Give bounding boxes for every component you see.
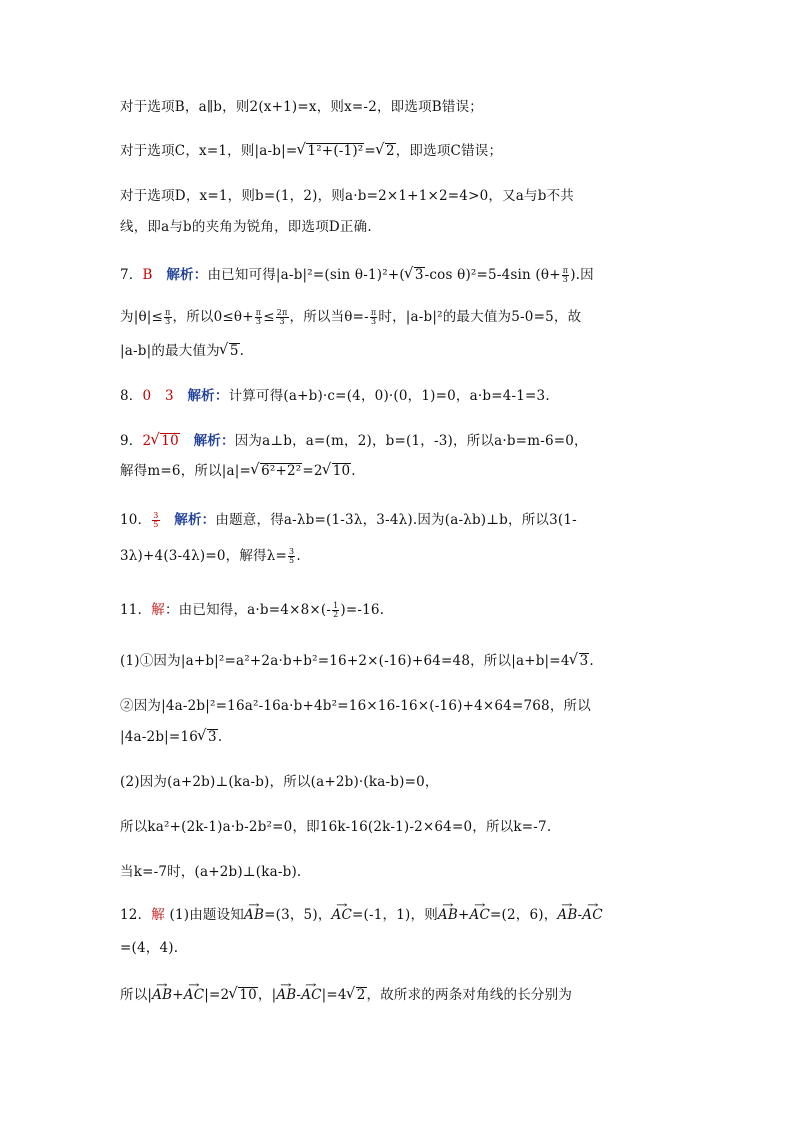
- option-d-line-2: [120, 217, 680, 237]
- text: 所以|: [120, 987, 153, 1003]
- denominator: 3: [165, 317, 171, 326]
- q12-line-2: [120, 938, 680, 958]
- text: ：由已知得，a·b=4×8×(-: [164, 602, 332, 618]
- fraction: [332, 602, 339, 619]
- text: 对于选项C，x=1，则|a-b|=: [120, 143, 298, 159]
- text: |4a-2b|=16: [120, 729, 199, 745]
- text: (2)因为(a+2b)⊥(ka-b)，所以(a+2b)·(ka-b)=0，: [120, 774, 439, 790]
- text: (1)由题设知: [169, 907, 245, 923]
- radicand: 5: [229, 343, 239, 359]
- analysis-label: 解析：: [174, 512, 216, 528]
- denominator: 5: [289, 556, 295, 565]
- answer-fraction: [152, 512, 159, 529]
- text: 线，即a与b的夹角为锐角，即选项D正确.: [120, 219, 372, 235]
- q11-line-2: [120, 651, 680, 671]
- q8-line: [120, 386, 680, 406]
- denominator: 3: [255, 317, 262, 326]
- text: )=-16.: [340, 602, 385, 618]
- numerator: π: [165, 308, 171, 317]
- analysis-label: 解析：: [166, 267, 208, 283]
- q9-line-2: [120, 461, 680, 481]
- text: 时，|a-b|²的最大值为5-0=5，故: [378, 309, 582, 325]
- q12-line-3: [120, 985, 680, 1005]
- text: +: [457, 907, 470, 923]
- text: -cos θ)²=5-4sin (θ+: [424, 267, 561, 283]
- analysis-label: 解析：: [187, 388, 229, 404]
- vector-ac: → AC: [332, 905, 352, 925]
- text: (1)①因为|a+b|²=a²+2a·b+b²=16+2×(-16)+64=48，所以|a+b|=4: [120, 653, 570, 669]
- option-c-line: [120, 141, 680, 161]
- sqrt: [347, 985, 367, 1005]
- q9-line-1: [120, 431, 680, 451]
- radicand: 10: [239, 987, 257, 1003]
- numerator: 3: [289, 547, 295, 556]
- text: ，故所求的两条对角线的长分别为: [366, 987, 573, 1003]
- q11-line-5: [120, 772, 680, 792]
- numerator: π: [562, 266, 569, 275]
- text: =(2，6)，: [489, 907, 558, 923]
- text: 对于选项B，a∥b，则2(x+1)=x，则x=-2，即选项B错误；: [120, 99, 484, 115]
- fraction: [276, 309, 289, 326]
- text: .: [296, 548, 301, 564]
- sqrt: [151, 431, 180, 451]
- text: 所以ka²+(2k-1)a·b-2b²=0，即16k-16(2k-1)-2×64=0，所以k=-7.: [120, 819, 552, 835]
- text: =: [364, 143, 376, 159]
- vector-ab: → AB: [557, 905, 577, 925]
- text: =(3，5)，: [264, 907, 332, 923]
- text: 因为a⊥b，a=(m，2)，b=(1，-3)，所以a·b=m-6=0，: [234, 433, 588, 449]
- numerator: π: [370, 308, 377, 317]
- text: +: [172, 987, 184, 1003]
- denominator: 3: [279, 317, 285, 326]
- vector-ab: → AB: [152, 985, 172, 1005]
- radicand: 10: [161, 433, 179, 449]
- denominator: 2: [333, 610, 339, 619]
- text: .: [217, 729, 223, 745]
- radicand: 3: [579, 653, 589, 669]
- denominator: 5: [153, 520, 159, 529]
- text: 解得m=6，所以|a|=: [120, 463, 252, 479]
- vector-ab: → AB: [438, 905, 458, 925]
- numerator: 3: [153, 511, 159, 520]
- text: 对于选项D，x=1，则b=(1，2)，则a·b=2×1+1×2=4>0，又a与b不共: [120, 188, 574, 204]
- radicand: 10: [332, 463, 351, 479]
- answer: 0 3: [142, 388, 174, 404]
- q7-line-3: [120, 341, 680, 361]
- sqrt: [323, 461, 352, 481]
- fraction: [255, 309, 262, 326]
- answer-coefficient: 2: [142, 433, 152, 449]
- text: -: [577, 907, 583, 923]
- fraction: [370, 309, 377, 326]
- question-number: 10．: [120, 512, 152, 528]
- text: ，|: [257, 987, 277, 1003]
- question-number: 7．: [120, 267, 143, 283]
- vector-ac: → AC: [184, 985, 204, 1005]
- numerator: π: [255, 308, 262, 317]
- answer: B: [142, 267, 153, 283]
- q11-line-6: [120, 817, 680, 837]
- solution-label: 解: [151, 907, 165, 923]
- q11-line-7: [120, 862, 680, 882]
- radicand: 2: [385, 143, 395, 159]
- text: |a-b|的最大值为: [120, 343, 220, 359]
- numerator: 1: [333, 601, 339, 610]
- radicand: 6²+2²: [261, 463, 302, 479]
- question-number: 12．: [120, 907, 152, 923]
- text: 当k=-7时，(a+2b)⊥(ka-b).: [120, 864, 302, 880]
- sqrt: [251, 461, 302, 481]
- sqrt: [376, 141, 396, 161]
- text: ).因: [570, 267, 594, 283]
- vector-ac: → AC: [470, 905, 490, 925]
- vector-ac: → AC: [301, 985, 321, 1005]
- q11-line-3: [120, 696, 680, 716]
- option-b-line: [120, 97, 680, 117]
- text: 计算可得(a+b)·c=(4，0)·(0，1)=0，a·b=4-1=3.: [228, 388, 550, 404]
- q10-line-1: [120, 510, 680, 530]
- radicand: 3: [208, 729, 217, 745]
- option-d-line: [120, 186, 680, 206]
- solution-label: 解: [151, 602, 165, 618]
- vector-ab: → AB: [244, 905, 264, 925]
- q7-line-2: [120, 307, 680, 327]
- radicand: 1²+(-1)²: [307, 143, 364, 159]
- text: |=4: [321, 987, 347, 1003]
- text: ≤: [263, 309, 275, 325]
- sqrt: [198, 727, 218, 747]
- text: 为|θ|≤: [120, 309, 164, 325]
- answer: [143, 433, 180, 449]
- q10-line-2: [120, 546, 680, 566]
- q12-line-1: [120, 905, 680, 925]
- sqrt: [570, 651, 590, 671]
- numerator: 2π: [276, 308, 288, 317]
- question-number: 9．: [120, 433, 143, 449]
- fraction: [288, 548, 295, 565]
- vector-ac: → AC: [582, 905, 602, 925]
- text: =(4，4).: [120, 940, 179, 956]
- question-number: 8．: [120, 388, 143, 404]
- text: ，所以0≤θ+: [172, 309, 254, 325]
- q11-line-1: [120, 600, 680, 620]
- q11-line-4: [120, 727, 680, 747]
- fraction: [562, 267, 569, 284]
- text: ，所以当θ=-: [289, 309, 369, 325]
- question-number: 11．: [120, 602, 152, 618]
- text: .: [239, 343, 245, 359]
- text: .: [351, 463, 356, 479]
- text: =(-1，1)，则: [352, 907, 438, 923]
- text: -: [296, 987, 302, 1003]
- denominator: 3: [562, 275, 569, 284]
- text: |=2: [204, 987, 230, 1003]
- text: ，即选项C错误；: [395, 143, 503, 159]
- text: ②因为|4a-2b|²=16a²-16a·b+4b²=16×16-16×(-16)+4×64=768，所以: [120, 698, 591, 714]
- text: 由已知可得|a-b|²=(sin θ-1)²+(: [207, 267, 405, 283]
- q7-line-1: [120, 265, 680, 285]
- radicand: 2: [356, 987, 366, 1003]
- denominator: 3: [370, 317, 377, 326]
- vector-ab: → AB: [276, 985, 296, 1005]
- text: =2: [302, 463, 323, 479]
- text: .: [589, 653, 594, 669]
- radicand: 3: [414, 267, 424, 283]
- sqrt: [405, 265, 425, 285]
- analysis-label: 解析：: [193, 433, 235, 449]
- text: 由题意，得a-λb=(1-3λ，3-4λ).因为(a-λb)⊥b，所以3(1-: [215, 512, 577, 528]
- text: 3λ)+4(3-4λ)=0，解得λ=: [120, 548, 288, 564]
- sqrt: [229, 985, 258, 1005]
- sqrt: [220, 341, 240, 361]
- sqrt: [297, 141, 364, 161]
- fraction: [164, 309, 171, 326]
